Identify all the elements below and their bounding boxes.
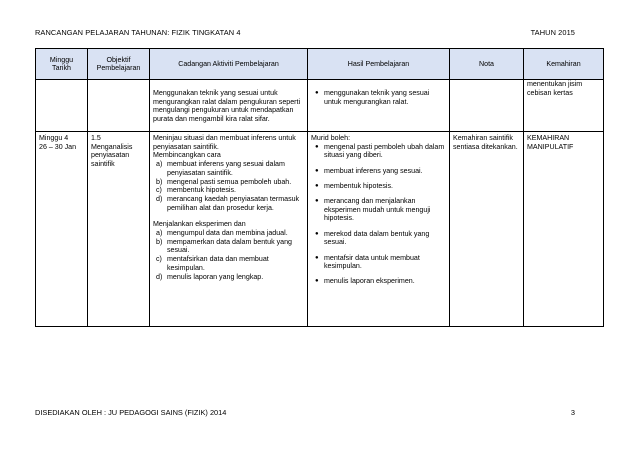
cell-cadangan [150, 132, 308, 327]
list-item: ● mengenal pasti pemboleh ubah dalam situasi yang diberi. [315, 142, 445, 160]
list-item: a) mengumpul data dan membina jadual. [156, 229, 288, 238]
header-pembelajaran-label: Pembelajaran [96, 64, 141, 72]
header-cadangan: Cadangan Aktiviti Pembelajaran [150, 49, 308, 80]
list-item: ● merekod data dalam bentuk yang sesuai. [315, 229, 430, 247]
bullet-icon: ● [315, 198, 319, 205]
cell-hasil [308, 132, 450, 327]
minggu-value: Minggu 4 [39, 134, 69, 142]
page-header [35, 28, 603, 37]
objektif-text: Menganalisis penyiasatan saintifik [91, 142, 133, 169]
list-item: ● membentuk hipotesis. [315, 181, 394, 190]
header-minggu: Minggu [49, 55, 74, 64]
hasil-intro: Murid boleh: [311, 134, 351, 142]
page-footer [35, 408, 603, 417]
cell-objektif [88, 132, 150, 327]
table-row [36, 132, 604, 327]
list-item: ● menulis laporan eksperimen. [315, 277, 415, 286]
page-number: 3 [570, 408, 575, 417]
list-item: ● menggunakan teknik yang sesuai untuk mengurangkan ralat. [315, 89, 430, 106]
cell-kemahiran: menentukan jisim cebisan kertas [524, 80, 604, 132]
cell-objektif-empty [88, 80, 150, 132]
header-objektif [88, 49, 150, 80]
document-year: TAHUN 2015 [530, 28, 575, 37]
table-row [36, 80, 604, 132]
cell-cadangan: Menggunakan teknik yang sesuai untuk mengurangkan ralat dalam pengukuran seperti mengulangi pengukuran untuk mendapatkan purata dan mengambil kira ralat sifar. [150, 80, 308, 132]
cadangan-list-b [153, 229, 304, 281]
header-tarikh: Tarikh [52, 64, 71, 72]
list-item: ● membuat inferens yang sesuai. [315, 166, 423, 175]
cadangan-intro: Meninjau situasi dan membuat inferens untuk penyiasatan saintifik. [153, 134, 296, 151]
list-item: b) mengenal pasti semua pemboleh ubah. [156, 177, 292, 186]
table-header-row [36, 49, 604, 80]
list-item: ● merancang dan menjalankan eksperimen mudah untuk menguji hipotesis. [315, 197, 431, 223]
list-item: d) merancang kaedah penyiasatan termasuk pemilihan alat dan prosedur kerja. [156, 194, 300, 212]
cell-nota-empty [450, 80, 524, 132]
hasil-list [311, 89, 446, 106]
cadangan-list-a [153, 160, 304, 212]
bullet-icon: ● [315, 90, 319, 96]
bullet-icon: ● [315, 182, 319, 189]
cell-kemahiran: KEMAHIRAN MANIPULATIF [524, 132, 604, 327]
bullet-icon: ● [315, 143, 319, 150]
header-objektif-label: Objektif [106, 55, 131, 64]
list-item: c) mentafsirkan data dan membuat kesimpulan. [156, 255, 269, 272]
bullet-icon: ● [315, 167, 319, 174]
document-title: RANCANGAN PELAJARAN TAHUNAN: FIZIK TINGKATAN 4 [35, 28, 241, 37]
bullet-icon: ● [315, 278, 319, 285]
footer-author: DISEDIAKAN OLEH : JU PEDAGOGI SAINS (FIZIK) 2014 [35, 408, 227, 417]
cell-minggu [36, 132, 88, 327]
bullet-icon: ● [315, 254, 319, 261]
cell-hasil [308, 80, 450, 132]
cell-minggu-empty [36, 80, 88, 132]
header-nota: Nota [450, 49, 524, 80]
header-hasil: Hasil Pembelajaran [308, 49, 450, 80]
list-item: c) membentuk hipotesis. [156, 186, 237, 195]
list-item: a) membuat inferens yang sesuai dalam penyiasatan saintifik. [156, 160, 285, 177]
list-item: b) mempamerkan data dalam bentuk yang sesuai. [156, 237, 292, 255]
bullet-icon: ● [315, 230, 319, 237]
hasil-list [311, 143, 446, 286]
header-kemahiran: Kemahiran [524, 49, 604, 80]
cadangan-jalankan: Menjalankan eksperimen dan [153, 220, 246, 229]
cell-nota: Kemahiran saintifik sentiasa ditekankan. [450, 132, 524, 327]
cadangan-bincang: Membincangkan cara [153, 151, 221, 160]
lesson-plan-table [35, 48, 604, 327]
list-item: ● mentafsir data untuk membuat kesimpulan. [315, 253, 420, 271]
list-item: d) menulis laporan yang lengkap. [156, 272, 264, 281]
tarikh-value: 26 – 30 Jan [39, 142, 77, 151]
objektif-number: 1.5 [91, 134, 101, 142]
header-minggu-tarikh [36, 49, 88, 80]
